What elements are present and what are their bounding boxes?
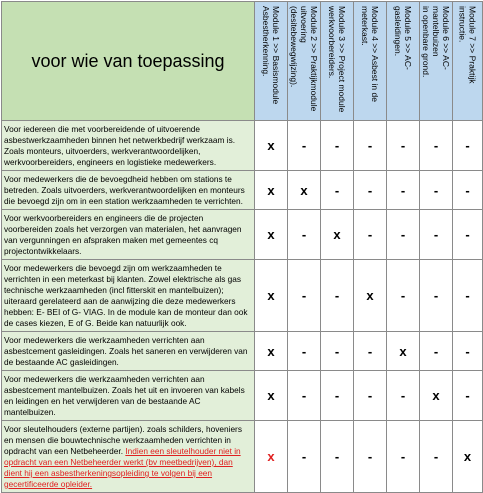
row-description <box>2 260 255 332</box>
description-text: Voor medewerkers die werkzaamheden verrichten aan asbestcement mantelbuizen. Zoals het uit en invoeren van kabels en leidingen en het verwijderen van de bestaande AC mantelbuizen. <box>4 374 245 417</box>
module-4-mark: x <box>354 260 387 332</box>
module-3-header <box>321 2 354 121</box>
table-title: voor wie van toepassing <box>2 2 255 121</box>
module-4-mark: - <box>354 210 387 260</box>
module-7-mark: x <box>453 421 483 493</box>
module-1-mark: x <box>255 171 288 210</box>
module-7-label: Module 7 >> Praktijk instructie. <box>457 6 478 86</box>
row-description <box>2 171 255 210</box>
description-text: Voor medewerkers die bevoegd zijn om werkzaamheden te verrichten in een meterkast bij klanten. Zowel elektrische als gas technische werkzaamheden (incl fitterskit en mantelbuizen); uiteraard gerelateerd aan de aanwijzing die deze medewerkers hebben: E- BEI of G- VIAG. In de module kan de monteur dan ook de cases kiezen, E of G. Beide kan natuurlijk ook. <box>4 263 248 328</box>
module-7-mark: - <box>453 260 483 332</box>
module-3-mark: - <box>321 171 354 210</box>
module-5-mark: - <box>387 121 420 171</box>
module-4-mark: - <box>354 332 387 371</box>
module-5-mark: - <box>387 260 420 332</box>
module-5-label: Module 5 >> AC-gasleidingen. <box>393 6 413 70</box>
module-3-mark: - <box>321 260 354 332</box>
module-5-header <box>387 2 420 121</box>
module-5-mark: - <box>387 421 420 493</box>
row-description <box>2 210 255 260</box>
module-6-mark: - <box>420 332 453 371</box>
module-7-mark: - <box>453 332 483 371</box>
description-text: Voor sleutelhouders (externe partijen). zoals schilders, hoveniers en mensen die bouwtechnische werkzaamheden verrichten in opdracht van een Netbeheerder. <box>4 424 242 456</box>
table-row <box>2 121 483 171</box>
module-3-mark: x <box>321 210 354 260</box>
module-2-mark: x <box>288 171 321 210</box>
module-7-mark: - <box>453 121 483 171</box>
module-2-mark: - <box>288 371 321 421</box>
description-text: Voor iedereen die met voorbereidende of uitvoerende asbestwerkzaamheden binnen het netwerkbedrijf werkzaam is. Zoals monteurs, uitvoerders, werkverantwoordelijken, werkvoorbereiders, engineers en logistieke medewerkers. <box>4 124 236 167</box>
module-5-mark: x <box>387 332 420 371</box>
module-4-mark: - <box>354 171 387 210</box>
module-1-mark: x <box>255 421 288 493</box>
module-4-header <box>354 2 387 121</box>
description-text: Voor werkvoorbereiders en engineers die de projecten voorbereiden zoals het verzorgen van materialen, het aanvragen van vergunningen en afspraken maken met gemeentes cq projectontwikkelaars. <box>4 213 242 256</box>
module-4-mark: - <box>354 121 387 171</box>
module-2-header <box>288 2 321 121</box>
module-4-mark: - <box>354 371 387 421</box>
module-1-mark: x <box>255 371 288 421</box>
module-2-mark: - <box>288 260 321 332</box>
module-7-header <box>453 2 483 121</box>
description-text: Voor medewerkers die de bevoegdheid hebben om stations te betreden. Zoals uitvoerders, werkverantwoordelijken en monteurs die bevoegd zijn om in een station werkzaamheden te verrichten. <box>4 174 245 206</box>
module-7-mark: - <box>453 371 483 421</box>
module-5-mark: - <box>387 210 420 260</box>
module-5-mark: - <box>387 171 420 210</box>
module-6-label: Module 6 >> AC- mantelbuizen in openbare grond. <box>421 6 451 78</box>
table-row <box>2 260 483 332</box>
module-1-mark: x <box>255 210 288 260</box>
module-6-header <box>420 2 453 121</box>
module-1-label: Module 1 >> Basismodule Asbestherkenning. <box>261 6 281 105</box>
module-1-mark: x <box>255 332 288 371</box>
module-6-mark: x <box>420 371 453 421</box>
module-4-mark: - <box>354 421 387 493</box>
module-2-mark: - <box>288 210 321 260</box>
header-row <box>2 2 483 121</box>
module-6-mark: - <box>420 260 453 332</box>
module-3-mark: - <box>321 371 354 421</box>
table-row <box>2 171 483 210</box>
module-3-mark: - <box>321 332 354 371</box>
module-2-mark: - <box>288 421 321 493</box>
module-6-mark: - <box>420 121 453 171</box>
module-7-mark: - <box>453 171 483 210</box>
module-2-label: Module 2 >> Praktijkmodule uitvoering (desitebewegwijzing). <box>289 6 319 112</box>
table-row <box>2 332 483 371</box>
table-row <box>2 210 483 260</box>
module-2-mark: - <box>288 332 321 371</box>
module-7-mark: - <box>453 210 483 260</box>
description-note: Indien een sleutelhouder niet in opdracht van een Netbeheerder werkt (bv meetbedrijven), dan dient hij een asbestherkeningsopleiding te volgen bij een gecertificeerde opleider. <box>4 446 241 489</box>
module-1-mark: x <box>255 260 288 332</box>
applicability-table <box>1 1 483 493</box>
description-text: Voor medewerkers die werkzaamheden verrichten aan asbestcement gasleidingen. Zoals het saneren en verwijderen van de bestaande AC gasleidingen. <box>4 335 248 367</box>
row-description <box>2 371 255 421</box>
row-description <box>2 332 255 371</box>
module-1-header <box>255 2 288 121</box>
row-description <box>2 121 255 171</box>
module-3-mark: - <box>321 421 354 493</box>
module-6-mark: - <box>420 421 453 493</box>
table-row <box>2 371 483 421</box>
module-3-mark: - <box>321 121 354 171</box>
module-2-mark: - <box>288 121 321 171</box>
module-4-label: Module 4 >> Asbest in de meterkast. <box>360 6 380 102</box>
module-1-mark: x <box>255 121 288 171</box>
module-5-mark: - <box>387 371 420 421</box>
module-3-label: Module 3 >> Project module werkvoorbereiders. <box>327 6 347 113</box>
module-6-mark: - <box>420 171 453 210</box>
module-6-mark: - <box>420 210 453 260</box>
